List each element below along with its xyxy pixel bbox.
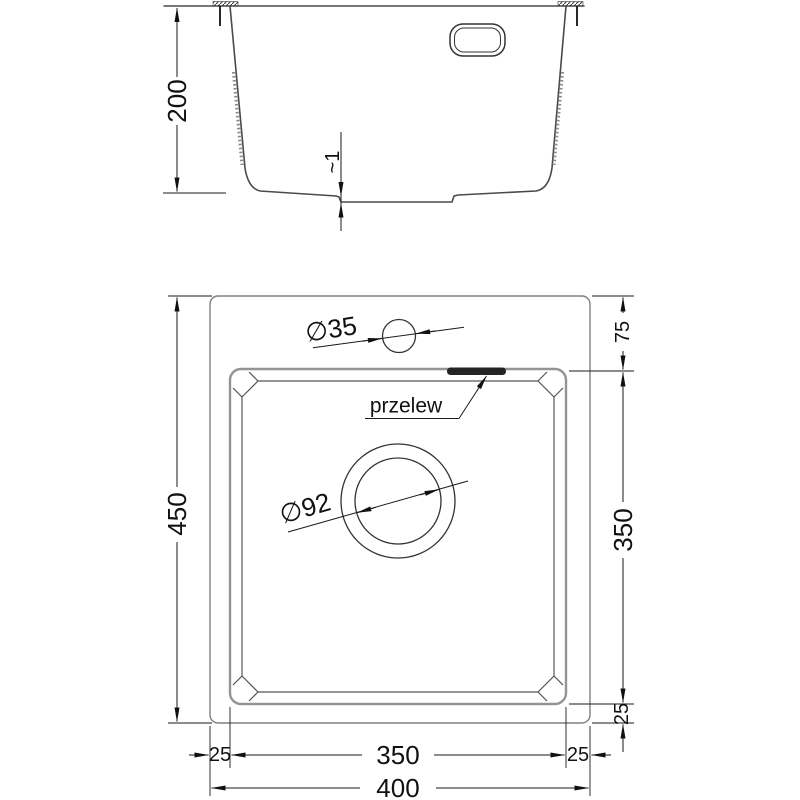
bowl-outer-rim [230,369,566,704]
sink-outer-rect [210,296,590,723]
dim-left-margin-label: 25 [208,744,232,766]
overflow-slot [447,368,506,376]
dim-step-label: ~1 [322,150,344,174]
overflow-hole-inner [455,28,501,52]
section-view [162,2,584,232]
dim-drain-diameter [276,481,468,532]
dim-bottom-margin-label: 25 [611,702,633,726]
rim-hatch-right [558,2,583,7]
dim-depth-200 [162,8,226,193]
dim-overall-height-label: 450 [162,492,192,536]
dim-overall-width-label: 400 [376,773,420,800]
bowl-inner-edge [242,381,554,692]
faucet-diameter-label: ∅35 [303,310,359,348]
dim-right-margin-label: 25 [566,744,590,766]
dim-right-chain [569,296,638,752]
dim-top-margin-label: 75 [612,320,634,344]
dim-bottom-rows [189,707,611,800]
dim-depth-label: 200 [162,79,192,123]
wall-bead-right [554,72,563,165]
section-profile [230,6,566,202]
dim-bottom-step [322,132,344,231]
overflow-callout [365,376,487,419]
overflow-hole-outer [450,24,505,56]
drain-diameter-label: ∅92 [276,486,334,530]
plan-view [162,296,638,800]
dim-bowl-height-label: 350 [608,508,638,552]
rim-hatch-left [213,2,238,7]
bowl-corner-blends [233,372,563,701]
overflow-label: przelew [369,394,443,418]
dim-bowl-width-label: 350 [376,740,420,770]
dim-overall-height [162,296,212,723]
